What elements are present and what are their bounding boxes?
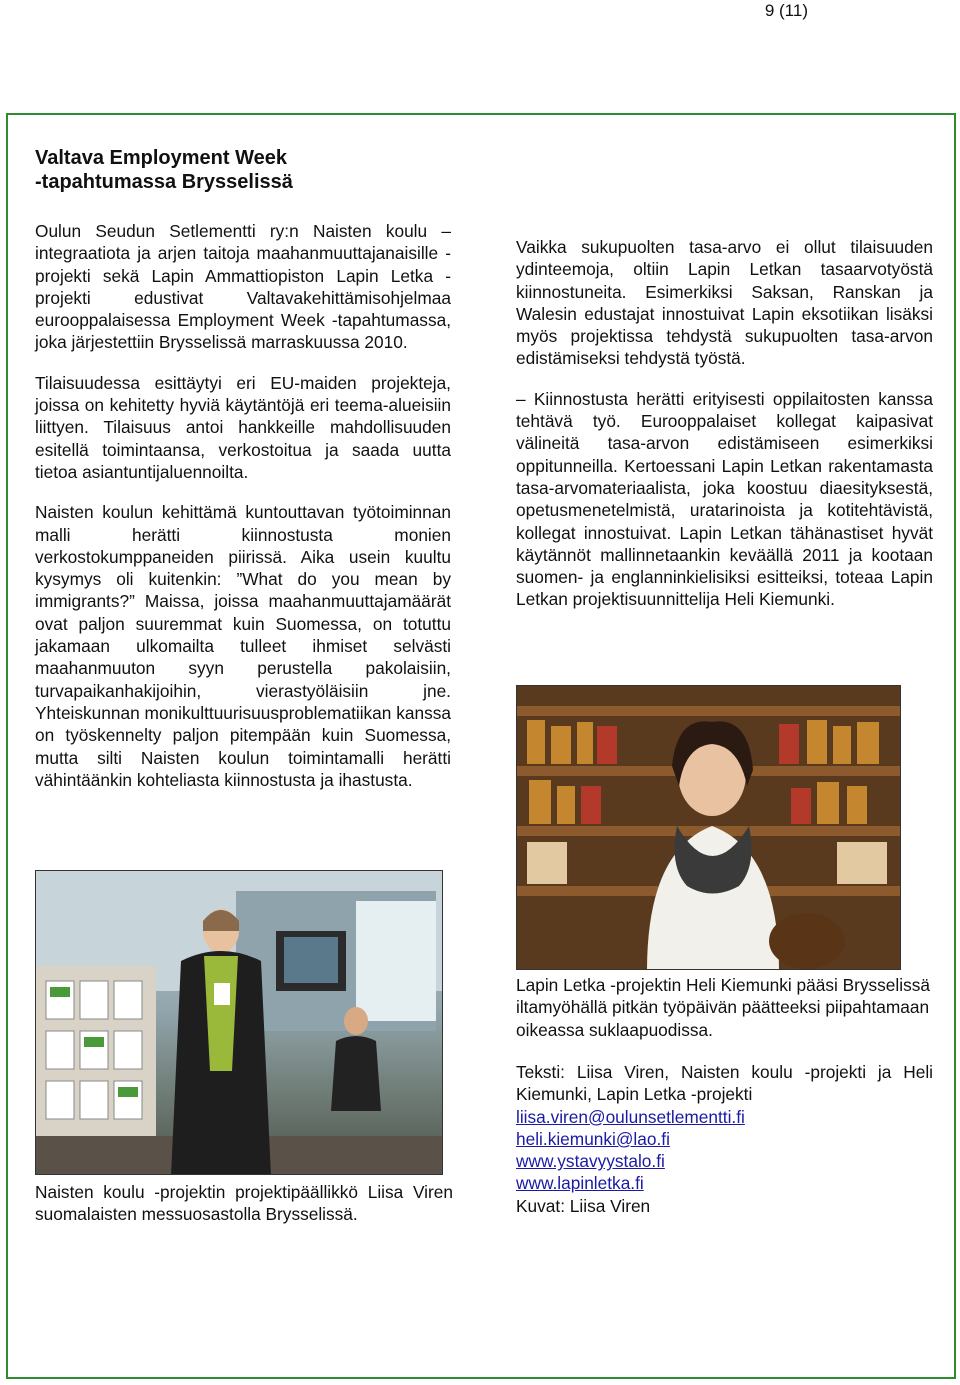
link-email-heli[interactable]: heli.kiemunki@lao.fi [516,1128,670,1149]
photo-exhibition-booth [35,870,443,1175]
left-paragraph-2: Tilaisuudessa esittäytyi eri EU-maiden projekteja, joissa on kehitetty hyviä käytäntöjä eri teema-alueisiin liittyen. Tilaisuus antoi hankkeille mahdollisuuden esitellä toimintaansa, verkostoitua ja saada uutta tietoa asiantuntijaluennoilta. [35,372,451,482]
right-column [516,236,933,629]
left-column [35,220,451,809]
photo-exhibition-illustration [36,871,443,1175]
right-paragraph-1: Vaikka sukupuolten tasa-arvo ei ollut tilaisuuden ydinteemoja, oltiin Lapin Letkan tasaarvotyöstä kiinnostuneita. Esimerkiksi Saksan, Ranskan ja Walesin edustajat innostuivat Lapin eksotiikan lisäksi myös projektissa tehdystä sukupuolten tasa-arvon edistämiseksi tehdystä työstä. [516,237,933,369]
left-paragraph-3: Naisten koulun kehittämä kuntouttavan työtoiminnan malli herätti kiinnostusta monien verkostokumppaneiden piirissä. Aika usein kuultu kysymys oli kuitenkin: ”What do you mean by immigrants?” Maissa, joissa maahanmuuttajamäärät ovat paljon suuremmat kuin Suomessa, on totuttu jakamaan ulkomailta tulleet ihmiset selvästi maahanmuuton syyn perustella pakolaisiin, turvapaikanhakijoihin, vierastyöläisiin jne. Yhteiskunnan monikulttuurisuusproblematiikan kanssa on työskennelty paljon pitempään kuin Suomessa, mutta silti Naisten koulun toimintamalli herätti vähintäänkin kohteliasta kiinnostusta ja ihastusta. [35,502,451,790]
credits-text: Teksti: Liisa Viren, Naisten koulu -projekti ja Heli Kiemunki, Lapin Letka -projekti [516,1062,933,1105]
photo-chocolate-shop [516,685,901,970]
link-lapinletka[interactable]: www.lapinletka.fi [516,1173,644,1194]
title-line-1: Valtava Employment Week [35,147,287,169]
title-line-2: -tapahtumassa Brysselissä [35,171,293,193]
article-credits [516,1061,933,1217]
article-title [35,146,475,194]
credits-photos: Kuvat: Liisa Viren [516,1195,651,1216]
link-email-liisa[interactable]: liisa.viren@oulunsetlementti.fi [516,1106,745,1127]
right-paragraph-2: – Kiinnostusta herätti erityisesti oppilaitosten kanssa tehtävä työ. Eurooppalaiset kollegat kaipasivat välineitä tasa-arvon edistämiseen esimerkiksi oppitunneilla. Kertoessani Lapin Letkan rakentamasta tasa-arvomateriaalista, joka koostuu diaesityksestä, opetusmenetelmistä, uratarinoista ja kotitehtävistä, kollegat innostuivat. Lapin Letkan tähänastiset hyvät käytännöt mallinnetaankin keväällä 2011 ja kootaan suomen- ja englanninkielisiksi esitteiksi, toteaa Lapin Letkan projektisuunnittelija Heli Kiemunki. [516,388,933,610]
photo-chocolate-shop-illustration [517,686,901,970]
page-number: 9 (11) [764,1,808,20]
caption-chocolate-photo: Lapin Letka -projektin Heli Kiemunki pääsi Brysselissä iltamyöhällä pitkän työpäivän päätteeksi piipahtamaan oikeassa suklaapuodissa. [516,975,930,1040]
caption-exhibition-photo: Naisten koulu -projektin projektipäällikkö Liisa Viren suomalaisten messuosastolla Brysselissä. [35,1182,453,1225]
link-ystavyystalo[interactable]: www.ystavyystalo.fi [516,1151,665,1172]
left-paragraph-1: Oulun Seudun Setlementti ry:n Naisten koulu – integraatiota ja arjen taitoja maahanmuuttajanaisille -projekti sekä Lapin Ammattiopiston Lapin Letka -projekti edustivat Valtavakehittämisohjelmaa eurooppalaisessa Employment Week -tapahtumassa, joka järjestettiin Brysselissä marraskuussa 2010. [35,221,451,353]
